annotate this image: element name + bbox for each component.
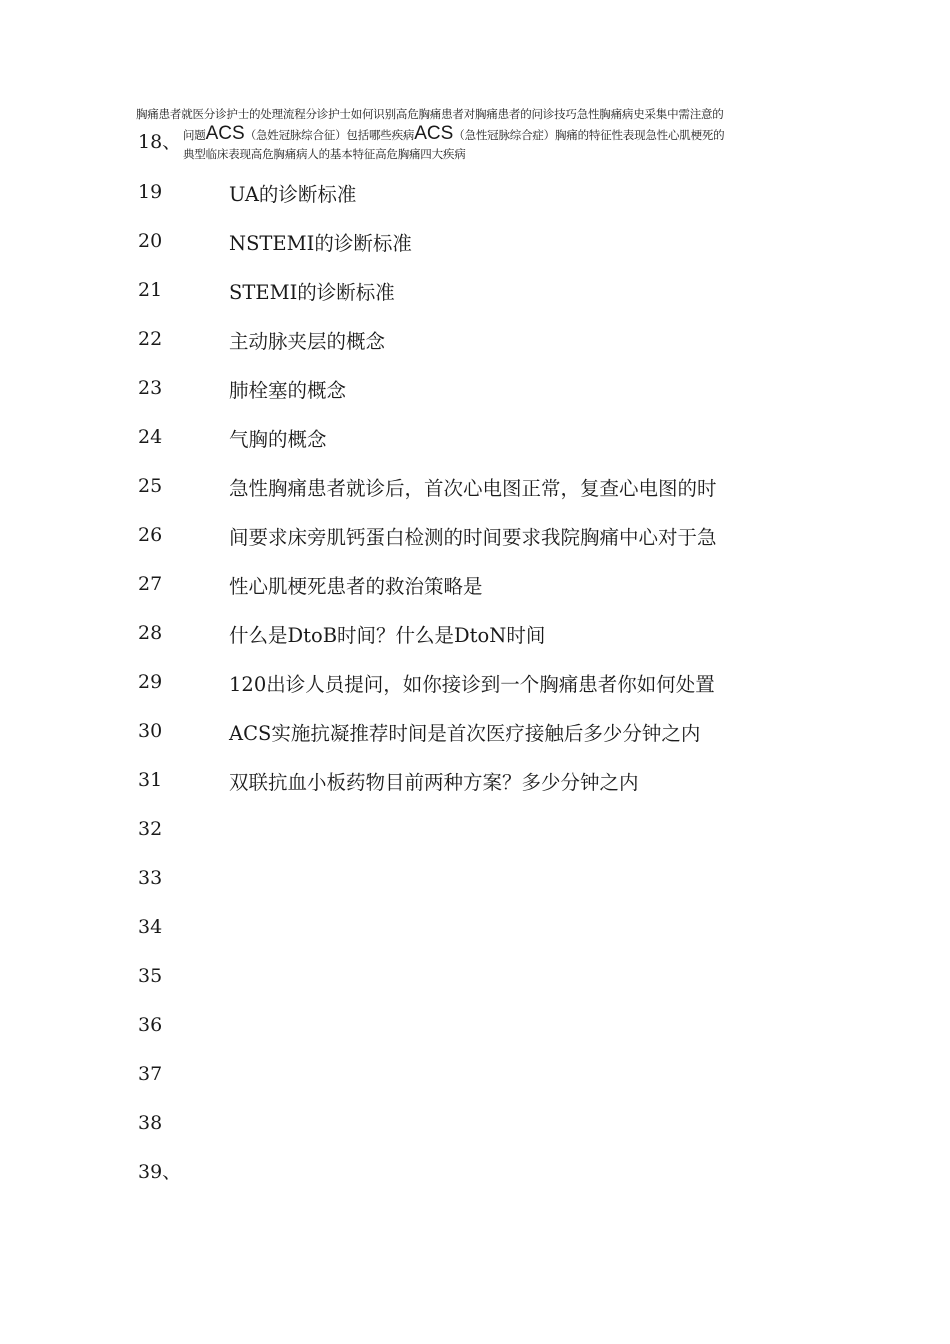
item-number: 24	[138, 426, 163, 448]
item-number: 20	[138, 230, 163, 252]
item-number: 26	[138, 524, 163, 546]
item-number: 23	[138, 377, 163, 399]
list-item-23	[0, 377, 950, 407]
list-item-31	[0, 769, 950, 799]
item-text: 间要求床旁肌钙蛋白检测的时间要求我院胸痛中心对于急	[229, 526, 717, 549]
list-item-21	[0, 279, 950, 309]
acs-abbreviation-2: ACS	[414, 123, 454, 144]
list-item-32	[0, 818, 950, 848]
list-item-27	[0, 573, 950, 603]
item-number: 31	[138, 769, 163, 791]
list-item-34	[0, 916, 950, 946]
list-item-30	[0, 720, 950, 750]
item-number: 39、	[138, 1161, 182, 1183]
acs-abbreviation-1: ACS	[205, 123, 245, 144]
list-item-20	[0, 230, 950, 260]
list-item-22	[0, 328, 950, 358]
list-item-36	[0, 1014, 950, 1044]
item-number: 19	[138, 181, 163, 203]
item-text: 急性胸痛患者就诊后，首次心电图正常，复查心电图的时	[229, 477, 717, 500]
item-number: 27	[138, 573, 163, 595]
list-item-26	[0, 524, 950, 554]
item-number: 29	[138, 671, 163, 693]
item-18-line-2-part-a: 问题	[183, 128, 206, 142]
item-number: 38	[138, 1112, 163, 1134]
list-item-38	[0, 1112, 950, 1142]
item-text: 气胸的概念	[229, 428, 327, 451]
item-text: STEMI的诊断标准	[229, 281, 395, 304]
item-number: 28	[138, 622, 163, 644]
item-text: NSTEMI的诊断标准	[229, 232, 412, 255]
item-number: 32	[138, 818, 163, 840]
item-18-text-line-1: 胸痛患者就医分诊护士的处理流程分诊护士如何识别高危胸痛患者对胸痛患者的问诊技巧急性胸痛病史采集中需注意的	[136, 107, 724, 121]
item-18-line-2-part-b: （急姓冠脉综合征）包括哪些疾病	[244, 128, 415, 142]
item-text: 什么是DtoB时间？什么是DtoN时间	[229, 624, 546, 647]
list-item-19	[0, 181, 950, 211]
item-text: ACS实施抗凝推荐时间是首次医疗接触后多少分钟之内	[229, 722, 701, 745]
item-number: 34	[138, 916, 163, 938]
item-number: 30	[138, 720, 163, 742]
item-text: 主动脉夹层的概念	[229, 330, 386, 353]
list-item-25	[0, 475, 950, 505]
item-18-text-line-2	[183, 123, 724, 146]
list-item-29	[0, 671, 950, 701]
item-text: 120出诊人员提问，如你接诊到一个胸痛患者你如何处置	[229, 673, 715, 696]
item-number: 33	[138, 867, 163, 889]
list-item-39	[0, 1161, 950, 1191]
item-number: 37	[138, 1063, 163, 1085]
list-item-28	[0, 622, 950, 652]
item-number: 22	[138, 328, 163, 350]
item-number: 36	[138, 1014, 163, 1036]
item-text: UA的诊断标准	[229, 183, 357, 206]
item-text: 性心肌梗死患者的救治策略是	[229, 575, 483, 598]
item-number: 25	[138, 475, 163, 497]
item-18-line-2-part-c: （急性冠脉综合症）胸痛的特征性表现急性心肌梗死的	[453, 128, 725, 142]
item-number: 21	[138, 279, 163, 301]
item-text: 肺栓塞的概念	[229, 379, 347, 402]
item-18-text-line-3: 典型临床表现高危胸痛病人的基本特征高危胸痛四大疾病	[183, 147, 466, 161]
list-item-37	[0, 1063, 950, 1093]
list-item-24	[0, 426, 950, 456]
item-text: 双联抗血小板药物目前两种方案？多少分钟之内	[229, 771, 639, 794]
list-item-35	[0, 965, 950, 995]
item-number: 35	[138, 965, 163, 987]
list-item-33	[0, 867, 950, 897]
item-18-number: 18、	[138, 131, 182, 153]
